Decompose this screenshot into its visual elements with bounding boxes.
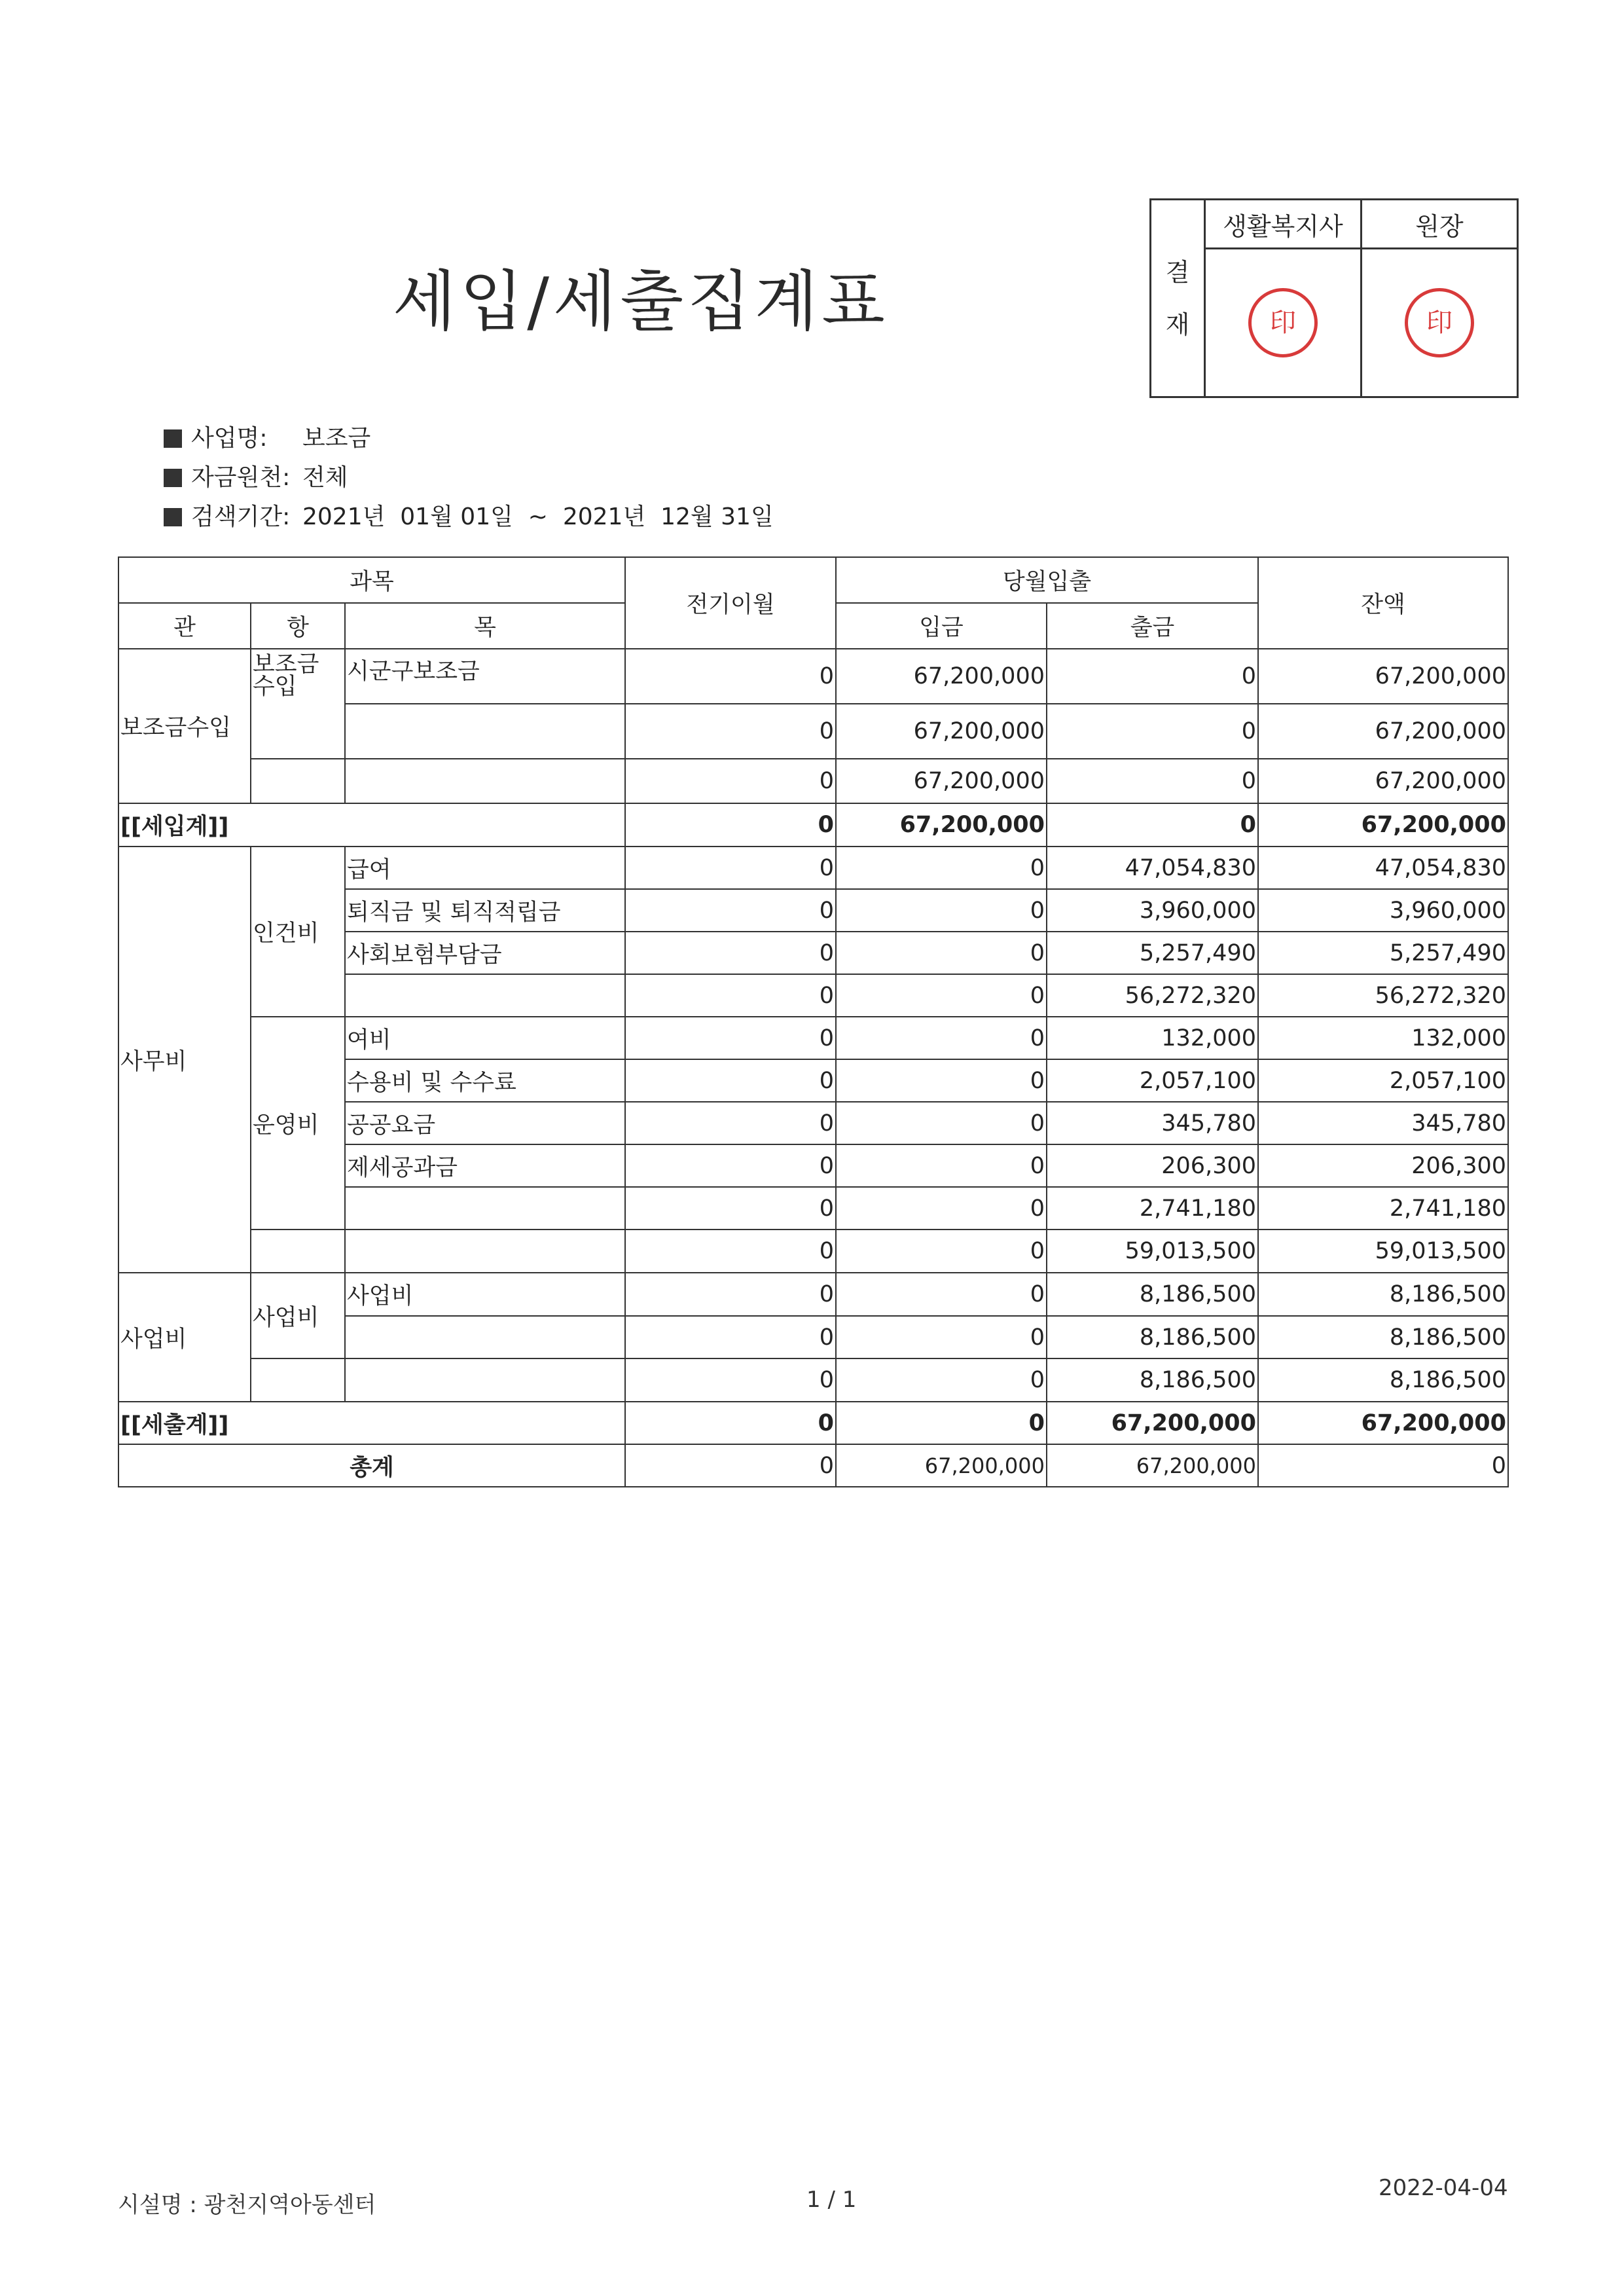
balance-cell: 67,200,000 bbox=[1258, 1402, 1508, 1444]
income-total-label: [[세입계]] bbox=[118, 803, 625, 847]
withdrawal-cell: 2,057,100 bbox=[1047, 1059, 1258, 1102]
balance-cell: 8,186,500 bbox=[1258, 1358, 1508, 1402]
withdrawal-cell: 67,200,000 bbox=[1047, 1402, 1258, 1444]
table-row bbox=[118, 847, 1508, 889]
deposit-cell: 0 bbox=[836, 1187, 1047, 1230]
balance-cell: 132,000 bbox=[1258, 1017, 1508, 1059]
mok-cell bbox=[345, 1230, 625, 1273]
deposit-cell: 0 bbox=[836, 1144, 1047, 1187]
table-row bbox=[118, 1273, 1508, 1316]
mok-cell: 사업비 bbox=[345, 1273, 625, 1316]
info-period: 검색기간: 2021년 01월 01일 ~ 2021년 12월 31일 bbox=[164, 498, 774, 537]
info-business: 사업명: 보조금 bbox=[164, 419, 774, 458]
balance-cell: 47,054,830 bbox=[1258, 847, 1508, 889]
withdrawal-cell: 0 bbox=[1047, 803, 1258, 847]
footer-date: 2022-04-04 bbox=[1379, 2175, 1508, 2201]
deposit-cell: 67,200,000 bbox=[836, 803, 1047, 847]
withdrawal-cell: 67,200,000 bbox=[1047, 1444, 1258, 1487]
withdrawal-cell: 3,960,000 bbox=[1047, 889, 1258, 932]
withdrawal-cell: 59,013,500 bbox=[1047, 1230, 1258, 1273]
prev-cell: 0 bbox=[625, 1316, 836, 1358]
hang-cell bbox=[251, 759, 345, 803]
gwan-cell: 사무비 bbox=[118, 847, 251, 1273]
header-withdrawal: 출금 bbox=[1047, 603, 1258, 649]
balance-cell: 8,186,500 bbox=[1258, 1316, 1508, 1358]
mok-cell: 수용비 및 수수료 bbox=[345, 1059, 625, 1102]
balance-cell: 59,013,500 bbox=[1258, 1230, 1508, 1273]
deposit-cell: 0 bbox=[836, 1273, 1047, 1316]
approval-box bbox=[1149, 198, 1519, 398]
hang-cell bbox=[251, 1358, 345, 1402]
withdrawal-cell: 0 bbox=[1047, 649, 1258, 704]
balance-cell: 3,960,000 bbox=[1258, 889, 1508, 932]
prev-cell: 0 bbox=[625, 704, 836, 759]
hang-cell bbox=[251, 1230, 345, 1273]
withdrawal-cell: 206,300 bbox=[1047, 1144, 1258, 1187]
balance-cell: 5,257,490 bbox=[1258, 932, 1508, 974]
balance-cell: 206,300 bbox=[1258, 1144, 1508, 1187]
mok-cell bbox=[345, 974, 625, 1017]
balance-cell: 345,780 bbox=[1258, 1102, 1508, 1144]
balance-cell: 67,200,000 bbox=[1258, 803, 1508, 847]
header-mok: 목 bbox=[345, 603, 625, 649]
withdrawal-cell: 8,186,500 bbox=[1047, 1358, 1258, 1402]
footer-page: 1 / 1 bbox=[806, 2187, 857, 2213]
deposit-cell: 67,200,000 bbox=[836, 649, 1047, 704]
prev-cell: 0 bbox=[625, 803, 836, 847]
prev-cell: 0 bbox=[625, 1059, 836, 1102]
hang-cell: 인건비 bbox=[251, 847, 345, 1017]
mok-cell bbox=[345, 759, 625, 803]
approver-role-director: 원장 bbox=[1362, 200, 1518, 249]
info-source: 자금원천: 전체 bbox=[164, 458, 774, 498]
prev-cell: 0 bbox=[625, 1017, 836, 1059]
signature-director bbox=[1362, 249, 1518, 397]
prev-cell: 0 bbox=[625, 1402, 836, 1444]
income-total-row bbox=[118, 803, 1508, 847]
withdrawal-cell: 8,186,500 bbox=[1047, 1316, 1258, 1358]
search-info bbox=[164, 419, 774, 537]
deposit-cell: 67,200,000 bbox=[836, 759, 1047, 803]
prev-cell: 0 bbox=[625, 1444, 836, 1487]
balance-cell: 2,057,100 bbox=[1258, 1059, 1508, 1102]
gwan-cell: 사업비 bbox=[118, 1273, 251, 1402]
mok-cell bbox=[345, 1316, 625, 1358]
table-row bbox=[118, 1230, 1508, 1273]
bullet-square-icon bbox=[164, 508, 182, 526]
balance-cell: 0 bbox=[1258, 1444, 1508, 1487]
balance-cell: 67,200,000 bbox=[1258, 759, 1508, 803]
deposit-cell: 0 bbox=[836, 1358, 1047, 1402]
footer-facility: 시설명 : 광천지역아동센터 bbox=[118, 2192, 376, 2218]
signature-social-worker bbox=[1205, 249, 1362, 397]
withdrawal-cell: 47,054,830 bbox=[1047, 847, 1258, 889]
summary-table bbox=[118, 556, 1509, 1487]
withdrawal-cell: 2,741,180 bbox=[1047, 1187, 1258, 1230]
deposit-cell: 0 bbox=[836, 889, 1047, 932]
mok-cell bbox=[345, 1187, 625, 1230]
header-current: 당월입출 bbox=[836, 557, 1258, 603]
prev-cell: 0 bbox=[625, 847, 836, 889]
table-row bbox=[118, 1017, 1508, 1059]
expense-total-label: [[세출계]] bbox=[118, 1402, 625, 1444]
balance-cell: 8,186,500 bbox=[1258, 1273, 1508, 1316]
seal-stamp-icon: 印 bbox=[1248, 288, 1318, 357]
deposit-cell: 0 bbox=[836, 974, 1047, 1017]
prev-cell: 0 bbox=[625, 1144, 836, 1187]
deposit-cell: 0 bbox=[836, 1059, 1047, 1102]
withdrawal-cell: 8,186,500 bbox=[1047, 1273, 1258, 1316]
withdrawal-cell: 56,272,320 bbox=[1047, 974, 1258, 1017]
bullet-square-icon bbox=[164, 429, 182, 448]
mok-cell: 사회보험부담금 bbox=[345, 932, 625, 974]
gwan-cell: 보조금수입 bbox=[118, 649, 251, 803]
prev-cell: 0 bbox=[625, 1358, 836, 1402]
prev-cell: 0 bbox=[625, 1273, 836, 1316]
deposit-cell: 0 bbox=[836, 932, 1047, 974]
withdrawal-cell: 0 bbox=[1047, 704, 1258, 759]
mok-cell bbox=[345, 704, 625, 759]
header-balance: 잔액 bbox=[1258, 557, 1508, 649]
prev-cell: 0 bbox=[625, 974, 836, 1017]
deposit-cell: 0 bbox=[836, 847, 1047, 889]
withdrawal-cell: 345,780 bbox=[1047, 1102, 1258, 1144]
balance-cell: 2,741,180 bbox=[1258, 1187, 1508, 1230]
approval-label: 결 재 bbox=[1151, 200, 1205, 397]
prev-cell: 0 bbox=[625, 759, 836, 803]
prev-cell: 0 bbox=[625, 1230, 836, 1273]
seal-stamp-icon: 印 bbox=[1405, 288, 1474, 357]
deposit-cell: 0 bbox=[836, 1230, 1047, 1273]
table-row bbox=[118, 649, 1508, 704]
hang-cell: 사업비 bbox=[251, 1273, 345, 1358]
balance-cell: 56,272,320 bbox=[1258, 974, 1508, 1017]
header-deposit: 입금 bbox=[836, 603, 1047, 649]
grand-total-label: 총계 bbox=[118, 1444, 625, 1487]
header-hang: 항 bbox=[251, 603, 345, 649]
mok-cell: 시군구보조금 bbox=[345, 649, 625, 704]
mok-cell: 여비 bbox=[345, 1017, 625, 1059]
mok-cell bbox=[345, 1358, 625, 1402]
deposit-cell: 0 bbox=[836, 1402, 1047, 1444]
withdrawal-cell: 5,257,490 bbox=[1047, 932, 1258, 974]
deposit-cell: 0 bbox=[836, 1102, 1047, 1144]
prev-cell: 0 bbox=[625, 932, 836, 974]
mok-cell: 제세공과금 bbox=[345, 1144, 625, 1187]
header-subject: 과목 bbox=[118, 557, 625, 603]
withdrawal-cell: 0 bbox=[1047, 759, 1258, 803]
approver-role-social-worker: 생활복지사 bbox=[1205, 200, 1362, 249]
prev-cell: 0 bbox=[625, 1102, 836, 1144]
balance-cell: 67,200,000 bbox=[1258, 704, 1508, 759]
deposit-cell: 0 bbox=[836, 1017, 1047, 1059]
withdrawal-cell: 132,000 bbox=[1047, 1017, 1258, 1059]
page-title: 세입/세출집계표 bbox=[393, 263, 889, 340]
mok-cell: 급여 bbox=[345, 847, 625, 889]
expense-total-row bbox=[118, 1402, 1508, 1444]
bullet-square-icon bbox=[164, 469, 182, 487]
header-prev: 전기이월 bbox=[625, 557, 836, 649]
hang-cell: 운영비 bbox=[251, 1017, 345, 1230]
deposit-cell: 67,200,000 bbox=[836, 704, 1047, 759]
header-gwan: 관 bbox=[118, 603, 251, 649]
grand-total-row bbox=[118, 1444, 1508, 1487]
prev-cell: 0 bbox=[625, 649, 836, 704]
mok-cell: 공공요금 bbox=[345, 1102, 625, 1144]
mok-cell: 퇴직금 및 퇴직적립금 bbox=[345, 889, 625, 932]
deposit-cell: 0 bbox=[836, 1316, 1047, 1358]
hang-cell: 보조금 수입 bbox=[251, 649, 345, 759]
prev-cell: 0 bbox=[625, 1187, 836, 1230]
prev-cell: 0 bbox=[625, 889, 836, 932]
deposit-cell: 67,200,000 bbox=[836, 1444, 1047, 1487]
table-row bbox=[118, 1358, 1508, 1402]
table-row bbox=[118, 759, 1508, 803]
balance-cell: 67,200,000 bbox=[1258, 649, 1508, 704]
